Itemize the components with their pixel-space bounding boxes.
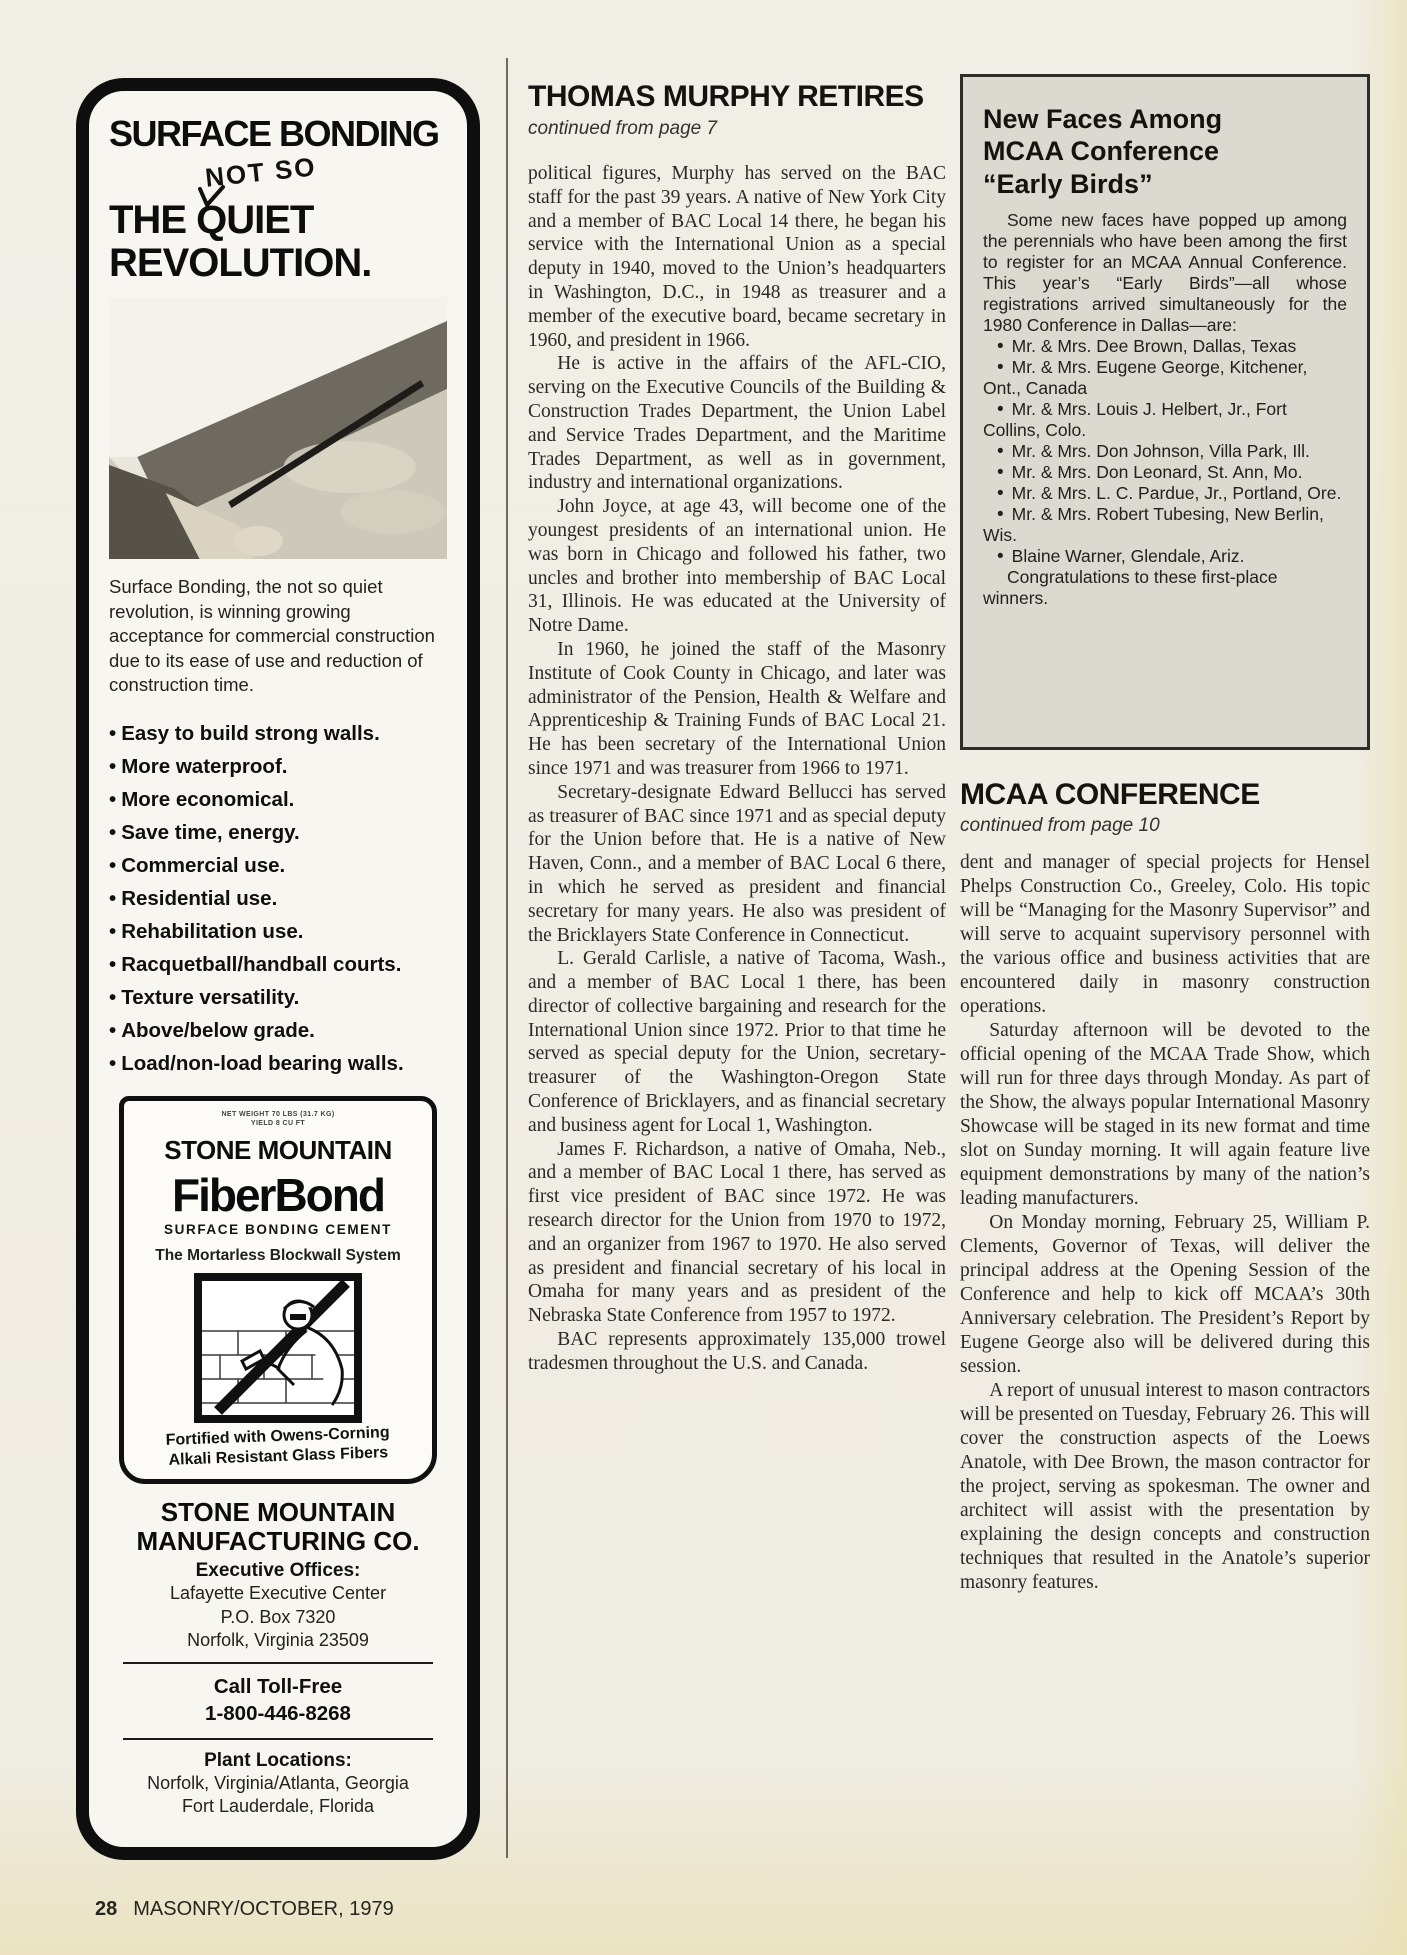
early-birds-title-line1: New Faces Among	[983, 104, 1223, 134]
company-name-line1: STONE MOUNTAIN	[160, 1496, 396, 1527]
article-paragraph: BAC represents approximately 135,000 trowel tradesmen throughout the U.S. and Canada.	[528, 1329, 946, 1374]
early-bird-entry: • Mr. & Mrs. Don Johnson, Villa Park, Ill.	[983, 441, 1347, 462]
article-paragraph: dent and manager of special projects for Hensel Phelps Construction Co., Greeley, Colo. His topic will be “Managing for the Masonry Supervisor” and will serve to acquaint supervisory personnel with the various office and business activities that are encountered daily in masonry construction operations.	[960, 852, 1370, 1017]
murphy-article-column	[528, 80, 946, 1376]
article-paragraph: A report of unusual interest to mason contractors will be presented on Tuesday, February 26. This will cover the construction aspects of the Loews Anatole, with Dee Brown, the mason contractor for the project, serving as spokesman. The owner and architect will assist with the presentation by explaining the design concepts and construction techniques that resulted in the Anatole’s superior masonry features.	[960, 1380, 1371, 1593]
early-birds-intro: Some new faces have popped up among the perennials who have been among the first to register for an MCAA Annual Conference. This year’s “Early Birds”—all whose registrations arrived simultaneously for the 1980 Conference in Dallas—are:	[983, 210, 1347, 336]
early-bird-entry: • Mr. & Mrs. Dee Brown, Dallas, Texas	[983, 336, 1347, 357]
article-paragraph: John Joyce, at age 43, will become one of the youngest presidents of an international union. He was born in Chicago and followed his father, two uncles and brother into membership of BAC Local 31, Illinois. He was educated at the University of Notre Dame.	[528, 496, 946, 637]
article-paragraph: Saturday afternoon will be devoted to the official opening of the MCAA Trade Show, which will run for three days through Monday. As part of the Show, the always popular International Masonry Showcase will be staged in its new format and time slot on Sunday morning. It will again feature live equipment demonstrations by many of the nation’s leading manufacturers.	[960, 1020, 1370, 1209]
page-number: 28	[95, 1898, 118, 1920]
surface-bonding-ad	[76, 78, 480, 1860]
article-paragraph: L. Gerald Carlisle, a native of Tacoma, Wash., and a member of BAC Local 1 there, has been director of collective bargaining and research for the International Union since 1972. Prior to that time he served as special deputy for the Union, secretary-treasurer of the Washington-Oregon State Conference of Bricklayers, and as financial secretary and business agent for Local 1, Washington.	[528, 948, 946, 1136]
plant-location-line: Norfolk, Virginia/Atlanta, Georgia	[147, 1772, 409, 1793]
company-name-line2: MANUFACTURING CO.	[136, 1526, 420, 1557]
early-bird-entry: • Mr. & Mrs. L. C. Pardue, Jr., Portland, Ore.	[983, 483, 1347, 504]
ad-bullet-item: • Rehabilitation use.	[109, 915, 447, 948]
right-column	[960, 74, 1370, 750]
early-bird-entry: • Mr. & Mrs. Louis J. Helbert, Jr., Fort Collins, Colo.	[983, 399, 1347, 441]
ad-bullet-item: • Racquetball/handball courts.	[109, 948, 447, 981]
ad-bullet-item: • Load/non-load bearing walls.	[109, 1047, 447, 1080]
page-footer	[95, 1898, 394, 1921]
article-paragraph: James F. Richardson, a native of Omaha, Neb., and a member of BAC Local 1 there, has served as first vice president of BAC since 1972. He was research director for the Union from 1970 to 1972, and an organizer from 1967 to 1970. He also served as president and financial secretary of his local in Omaha for many years and as president of the Nebraska State Conference from 1957 to 1972.	[528, 1138, 946, 1327]
bag-fortified-line1: Fortified with Owens-Corning	[165, 1424, 390, 1449]
early-bird-entry: • Mr. & Mrs. Don Leonard, St. Ann, Mo.	[983, 462, 1347, 483]
article-paragraph: Secretary-designate Edward Bellucci has served as treasurer of BAC since 1971 and as special deputy for the Union before that. He is a native of New Haven, Conn., and a member of BAC Local 6 there, in which he served as president and financial secretary for many years. He also was president of the Bricklayers State Conference in Connecticut.	[528, 781, 946, 946]
ad-headline-quiet-revolution	[109, 199, 447, 285]
ad-handwritten-row	[109, 151, 447, 199]
mcaa-conference-article	[960, 778, 1370, 1595]
early-birds-box	[960, 74, 1370, 750]
article-title: THOMAS MURPHY RETIRES	[528, 80, 924, 113]
ad-bullet-item: • Commercial use.	[109, 849, 447, 882]
plant-location-line: Fort Lauderdale, Florida	[181, 1795, 375, 1816]
bag-brand: STONE MOUNTAIN	[164, 1134, 392, 1165]
early-birds-title	[983, 103, 1347, 200]
address-line: Norfolk, Virginia 23509	[187, 1629, 369, 1650]
phone-number: 1-800-446-8268	[205, 1701, 351, 1725]
ad-bullet-item: • Easy to build strong walls.	[109, 717, 447, 750]
continued-from-note: continued from page 10	[960, 815, 1160, 836]
bag-net-weight: NET WEIGHT 70 LBS (31.7 KG)	[221, 1111, 335, 1119]
bag-fortified-line2: Alkali Resistant Glass Fibers	[168, 1444, 389, 1469]
ad-bullet-item: • More economical.	[109, 783, 447, 816]
early-birds-outro: Congratulations to these first-place winners.	[983, 567, 1278, 609]
early-bird-entry: • Mr. & Mrs. Eugene George, Kitchener, Ont., Canada	[983, 357, 1347, 399]
blockwall-worker-illustration	[194, 1273, 362, 1423]
early-birds-title-line3: “Early Birds”	[983, 168, 1153, 199]
ad-bullet-item: • Save time, energy.	[109, 816, 447, 849]
bag-subtitle: SURFACE BONDING CEMENT	[164, 1221, 392, 1237]
article-paragraph: On Monday morning, February 25, William P. Clements, Governor of Texas, will deliver the principal address at the Opening Session of the Conference and help to kick off MCAA’s 30th Anniversary celebration. The President’s Report by Eugene George also will be delivered during this session.	[960, 1212, 1370, 1377]
ad-bullet-list	[109, 717, 447, 1080]
address-line: P.O. Box 7320	[220, 1606, 336, 1627]
article-paragraph: He is active in the affairs of the AFL-CIO, serving on the Executive Councils of the Building & Construction Trades Department, the Union Label and Service Trades Department, and the Maritime Trades Department, as well as in government, industry and international organizations.	[528, 353, 946, 494]
ad-bullet-item: • Residential use.	[109, 882, 447, 915]
executive-offices-label: Executive Offices:	[195, 1560, 361, 1582]
column-rule	[506, 58, 508, 1858]
ad-intro-paragraph: Surface Bonding, the not so quiet revolution, is winning growing acceptance for commercial construction due to its ease of use and reduction of construction time.	[109, 576, 435, 695]
bag-product-name: FiberBond	[172, 1168, 384, 1221]
article-body	[528, 162, 946, 1376]
address-line: Lafayette Executive Center	[169, 1583, 387, 1604]
bag-fortified-note	[131, 1422, 424, 1472]
early-birds-title-line2: MCAA Conference	[983, 136, 1220, 167]
article-paragraph: political figures, Murphy has served on the BAC staff for the past 39 years. A native of New York City and a member of BAC Local 14 there, he began his service with the International Union as a special deputy in 1940, moved to the Union’s headquarters in Washington, D.C., in 1948 as treasurer and a member of the executive board, became secretary in 1960, and president in 1966.	[528, 163, 946, 351]
continued-from-note: continued from page 7	[528, 118, 718, 139]
ad-bullet-item: • Texture versatility.	[109, 981, 447, 1014]
ad-headline-line2: REVOLUTION.	[109, 241, 372, 286]
ad-headline-line1: THE QUIET	[109, 198, 314, 242]
article-body	[960, 851, 1370, 1595]
company-info-block	[109, 1498, 447, 1818]
bag-tagline: The Mortarless Blockwall System	[155, 1246, 401, 1264]
article-paragraph: In 1960, he joined the staff of the Masonry Institute of Cook County in Chicago, and later was administrator of the Pension, Health & Welfare and Apprenticeship & Training Funds of BAC Local 21. He has been secretary of the International Union since 1971 and was treasurer from 1966 to 1971.	[528, 638, 946, 779]
divider	[123, 1662, 433, 1664]
ad-bullet-item: • More waterproof.	[109, 750, 447, 783]
ad-headline: SURFACE BONDING	[109, 113, 439, 154]
bag-yield: YIELD 8 CU FT	[250, 1120, 306, 1128]
divider	[123, 1738, 433, 1740]
early-birds-list	[983, 336, 1347, 567]
magazine-title: MASONRY/OCTOBER, 1979	[133, 1898, 394, 1920]
fiberbond-bag-graphic	[119, 1096, 437, 1484]
ad-handwritten-not-so: NOT SO	[203, 151, 318, 193]
early-bird-entry: • Mr. & Mrs. Robert Tubesing, New Berlin, Wis.	[983, 504, 1347, 546]
surface-bonding-photo	[109, 297, 447, 559]
tollfree-label: Call Toll-Free	[213, 1675, 343, 1699]
plant-locations-label: Plant Locations:	[204, 1749, 352, 1771]
article-title: MCAA CONFERENCE	[960, 778, 1260, 811]
ad-bullet-item: • Above/below grade.	[109, 1014, 447, 1047]
caret-mark-icon	[197, 185, 227, 209]
early-bird-entry: • Blaine Warner, Glendale, Ariz.	[983, 546, 1347, 567]
